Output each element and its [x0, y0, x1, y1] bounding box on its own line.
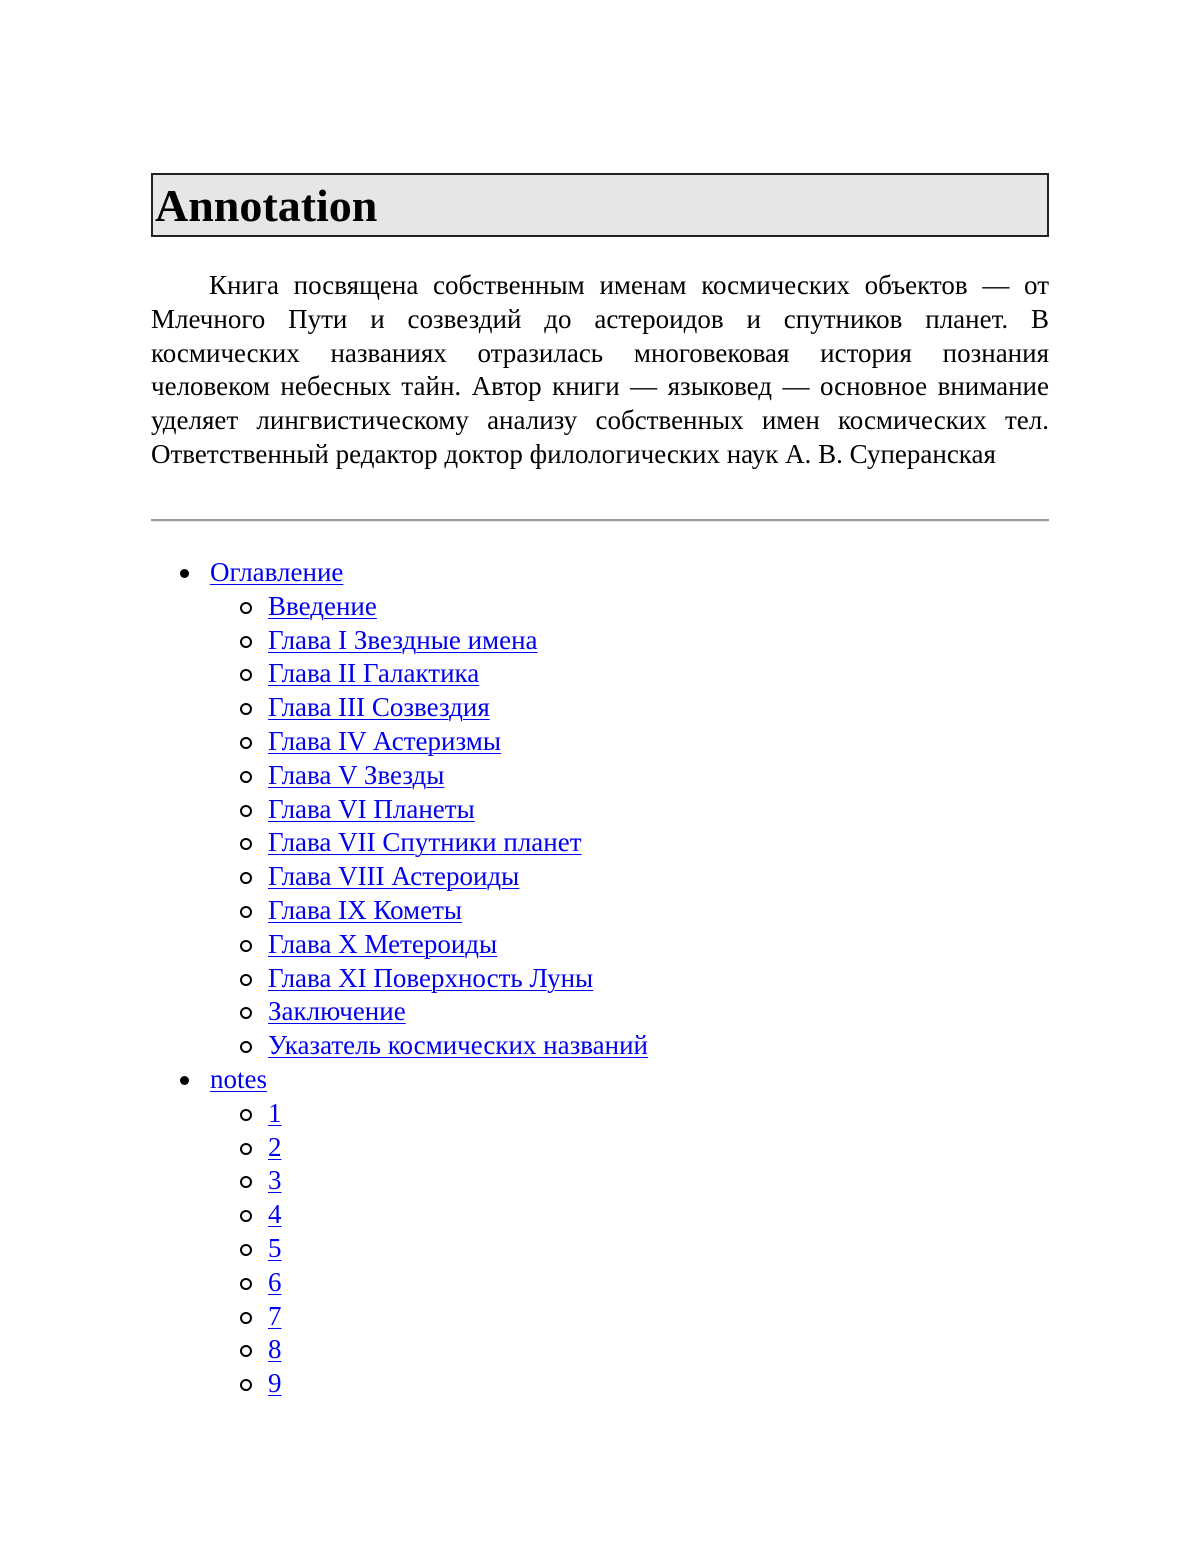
- circle-bullet-icon: [240, 1312, 252, 1324]
- toc-chapter-item: [0, 657, 1200, 691]
- toc-chapter-link[interactable]: Глава XI Поверхность Луны: [268, 962, 594, 993]
- annotation-heading: Annotation: [155, 180, 378, 231]
- toc-note-item: [0, 1198, 1200, 1232]
- toc-note-link[interactable]: 3: [268, 1165, 282, 1196]
- toc-chapter-link[interactable]: Введение: [268, 590, 377, 621]
- toc-chapter-link[interactable]: Глава VI Планеты: [268, 793, 475, 824]
- table-of-contents: [0, 556, 1200, 1401]
- toc-chapter-link[interactable]: Глава II Галактика: [268, 658, 480, 689]
- toc-chapter-item: [0, 590, 1200, 624]
- toc-top-list: [0, 556, 1200, 1401]
- disc-bullet-icon: [180, 569, 189, 578]
- toc-note-item: [0, 1266, 1200, 1300]
- circle-bullet-icon: [240, 805, 252, 817]
- circle-bullet-icon: [240, 1007, 252, 1019]
- toc-note-link[interactable]: 7: [268, 1300, 282, 1331]
- circle-bullet-icon: [240, 872, 252, 884]
- circle-bullet-icon: [240, 636, 252, 648]
- toc-item-notes: [0, 1063, 1200, 1401]
- toc-chapter-item: [0, 928, 1200, 962]
- toc-chapter-item: [0, 860, 1200, 894]
- circle-bullet-icon: [240, 1278, 252, 1290]
- circle-bullet-icon: [240, 1379, 252, 1391]
- circle-bullet-icon: [240, 1244, 252, 1256]
- toc-chapter-link[interactable]: Указатель космических названий: [268, 1030, 649, 1061]
- toc-item-contents: [0, 556, 1200, 1063]
- toc-note-link[interactable]: 6: [268, 1266, 282, 1297]
- toc-chapter-item: [0, 1029, 1200, 1063]
- toc-link-contents[interactable]: Оглавление: [210, 557, 344, 587]
- circle-bullet-icon: [240, 737, 252, 749]
- toc-chapter-link[interactable]: Глава IX Кометы: [268, 894, 463, 925]
- toc-note-item: [0, 1232, 1200, 1266]
- toc-notes-list: [210, 1097, 1200, 1401]
- toc-chapter-link[interactable]: Глава III Созвездия: [268, 692, 490, 723]
- toc-chapter-link[interactable]: Глава VIII Астероиды: [268, 861, 520, 892]
- horizontal-rule: [151, 519, 1049, 522]
- circle-bullet-icon: [240, 974, 252, 986]
- toc-chapter-link[interactable]: Заключение: [268, 996, 406, 1027]
- annotation-paragraph: Книга посвящена собственным именам космических объектов — от Млечного Пути и созвездий до астероидов и спутников планет. В космических названиях отразилась многовековая история познания человеком небесных тайн. Автор книги — языковед — основное внимание уделяет лингвистическому анализу собственных имен космических тел. Ответственный редактор доктор филологических наук А. В. Суперанская: [151, 270, 1049, 469]
- toc-chapter-item: [0, 793, 1200, 827]
- circle-bullet-icon: [240, 703, 252, 715]
- toc-chapter-item: [0, 826, 1200, 860]
- disc-bullet-icon: [180, 1076, 189, 1085]
- circle-bullet-icon: [240, 602, 252, 614]
- circle-bullet-icon: [240, 1109, 252, 1121]
- toc-chapter-item: [0, 962, 1200, 996]
- toc-note-item: [0, 1131, 1200, 1165]
- toc-chapter-link[interactable]: Глава IV Астеризмы: [268, 725, 501, 756]
- toc-chapter-item: [0, 725, 1200, 759]
- circle-bullet-icon: [240, 771, 252, 783]
- circle-bullet-icon: [240, 906, 252, 918]
- toc-chapter-item: [0, 624, 1200, 658]
- toc-note-item: [0, 1333, 1200, 1367]
- circle-bullet-icon: [240, 838, 252, 850]
- toc-note-item: [0, 1367, 1200, 1401]
- toc-note-link[interactable]: 2: [268, 1131, 282, 1162]
- toc-note-link[interactable]: 8: [268, 1334, 282, 1365]
- toc-chapter-link[interactable]: Глава X Метероиды: [268, 928, 498, 959]
- circle-bullet-icon: [240, 1210, 252, 1222]
- toc-chapter-item: [0, 691, 1200, 725]
- toc-note-item: [0, 1164, 1200, 1198]
- toc-chapter-link[interactable]: Глава V Звезды: [268, 759, 445, 790]
- toc-link-notes[interactable]: notes: [210, 1063, 267, 1094]
- circle-bullet-icon: [240, 1041, 252, 1053]
- annotation-heading-box: [151, 173, 1049, 237]
- circle-bullet-icon: [240, 1143, 252, 1155]
- circle-bullet-icon: [240, 940, 252, 952]
- circle-bullet-icon: [240, 1345, 252, 1357]
- toc-chapter-item: [0, 894, 1200, 928]
- toc-chapter-item: [0, 759, 1200, 793]
- toc-note-link[interactable]: 1: [268, 1097, 282, 1128]
- toc-chapter-list: [210, 590, 1200, 1063]
- circle-bullet-icon: [240, 1176, 252, 1188]
- toc-chapter-link[interactable]: Глава VII Спутники планет: [268, 827, 582, 858]
- toc-note-item: [0, 1300, 1200, 1334]
- toc-chapter-item: [0, 995, 1200, 1029]
- circle-bullet-icon: [240, 669, 252, 681]
- toc-note-link[interactable]: 9: [268, 1368, 282, 1399]
- toc-note-link[interactable]: 5: [268, 1232, 282, 1263]
- toc-chapter-link[interactable]: Глава I Звездные имена: [268, 624, 538, 655]
- toc-note-item: [0, 1097, 1200, 1131]
- toc-note-link[interactable]: 4: [268, 1199, 282, 1230]
